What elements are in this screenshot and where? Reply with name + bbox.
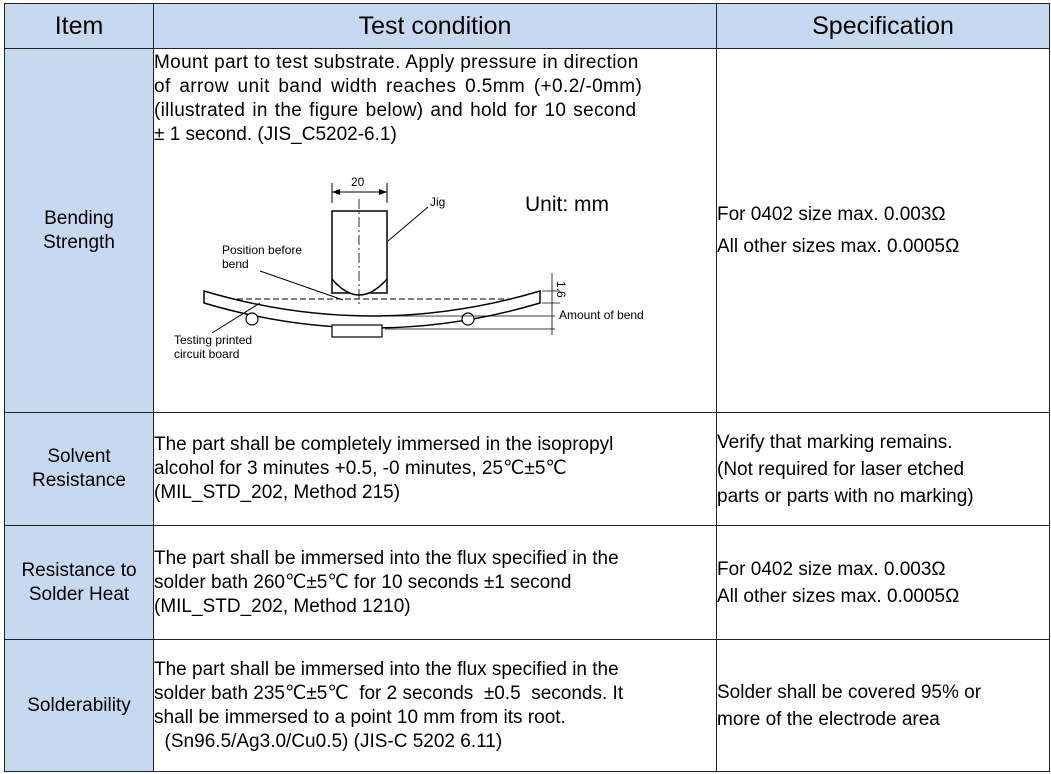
header-specification: Specification [717, 4, 1050, 49]
bending-test-figure [160, 169, 680, 407]
condition-text: ± 1 second. (JIS_C5202-6.1) [154, 124, 397, 145]
item-cell [5, 413, 154, 526]
spec-text: parts or parts with no marking) [717, 485, 974, 507]
unit-label: Unit: mm [525, 193, 609, 216]
item-cell [5, 640, 154, 772]
amount-label: Amount of bend [559, 308, 644, 322]
header-item: Item [5, 4, 154, 49]
spec-text: All other sizes max. 0.0005Ω [717, 585, 960, 607]
spec-cell [717, 413, 1050, 526]
thickness-label: 1.6 [554, 281, 568, 298]
spec-text: Verify that marking remains. [717, 431, 953, 453]
spec-text: For 0402 size max. 0.003Ω [717, 558, 946, 580]
condition-text: The part shall be completely immersed in the isopropyl [154, 434, 614, 455]
spec-cell [717, 640, 1050, 772]
spec-text: (Not required for laser etched [717, 458, 965, 480]
bending-test-diagram [160, 169, 680, 407]
board-label: Testing printed [174, 333, 253, 347]
board-label: circuit board [174, 347, 240, 361]
condition-text: (MIL_STD_202, Method 1210) [154, 595, 411, 617]
condition-text: The part shall be immersed into the flux specified in the [154, 547, 619, 569]
item-text: Bending [44, 207, 114, 229]
leader-line [388, 207, 428, 241]
condition-text: solder bath 260℃±5℃ for 10 seconds ±1 second [154, 571, 572, 593]
header-test-condition: Test condition [154, 4, 717, 49]
condition-text: Mount part to test substrate. Apply pressure in direction [154, 52, 639, 73]
spec-text: more of the electrode area [717, 708, 940, 730]
condition-text: alcohol for 3 minutes +0.5, -0 minutes, 25℃±5℃ [154, 458, 567, 479]
condition-text: of arrow unit band width reaches 0.5mm (+0.2/-0mm) [154, 76, 643, 97]
table-row-bending-strength [5, 49, 1050, 413]
condition-cell [154, 49, 717, 413]
table-row-solvent-resistance [5, 413, 1050, 526]
header-row [5, 4, 1050, 49]
item-cell [5, 526, 154, 640]
condition-text: (Sn96.5/Ag3.0/Cu0.5) (JIS-C 5202 6.11) [154, 730, 503, 752]
spec-cell [717, 526, 1050, 640]
width-label: 20 [351, 175, 365, 189]
spec-text: Solder shall be covered 95% or [717, 681, 982, 703]
condition-cell [154, 413, 717, 526]
arrow-icon [332, 189, 340, 195]
condition-text: (illustrated in the figure below) and hold for 10 second [154, 100, 637, 121]
item-text: Strength [43, 231, 115, 253]
condition-cell [154, 640, 717, 772]
item-text: Solder Heat [28, 583, 130, 605]
item-text: Resistance to [21, 559, 137, 581]
part-shape [332, 325, 382, 337]
condition-text: shall be immersed to a point 10 mm from its root. [154, 706, 566, 728]
condition-text: (MIL_STD_202, Method 215) [154, 482, 401, 503]
support-icon [462, 313, 474, 325]
condition-text: solder bath 235℃±5℃ for 2 seconds ±0.5 seconds. It [154, 682, 624, 704]
leader-line [260, 271, 343, 300]
item-text: Solvent [47, 446, 111, 467]
item-text: Resistance [32, 470, 126, 491]
position-label: Position before [222, 243, 303, 257]
jig-label: Jig [430, 195, 446, 209]
condition-text: The part shall be immersed into the flux specified in the [154, 658, 619, 680]
table-row-solder-heat [5, 526, 1050, 640]
table-row-solderability [5, 640, 1050, 772]
item-cell [5, 49, 154, 413]
spec-cell [717, 49, 1050, 413]
condition-cell [154, 526, 717, 640]
item-text: Solderability [27, 694, 131, 716]
test-spec-table [4, 3, 1050, 772]
spec-text: For 0402 size max. 0.003Ω [717, 203, 946, 225]
support-icon [246, 313, 258, 325]
arrow-icon [379, 189, 387, 195]
spec-text: All other sizes max. 0.0005Ω [717, 235, 960, 257]
position-label: bend [222, 257, 249, 271]
